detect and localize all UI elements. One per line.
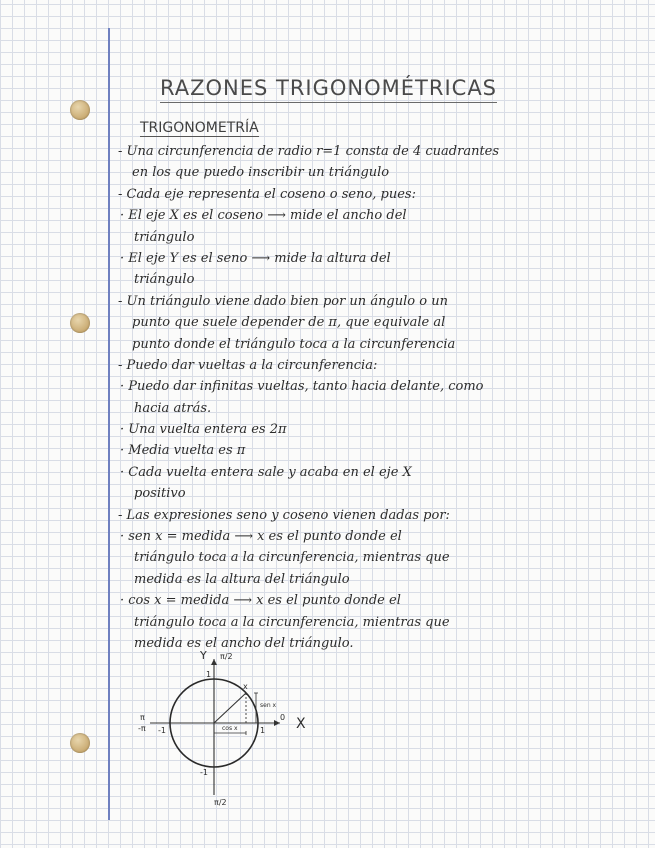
note-line: triángulo: [134, 272, 195, 288]
note-line: · cos x = medida ⟶ x es el punto donde el: [120, 593, 401, 609]
section-heading: TRIGONOMETRÍA: [140, 120, 259, 136]
note-line: punto donde el triángulo toca a la circunferencia: [132, 336, 456, 352]
y-axis-label: Y: [200, 649, 207, 662]
note-line: triángulo: [134, 229, 195, 245]
bottom-angle-label: π/2: [214, 798, 227, 807]
note-line: · Puedo dar infinitas vueltas, tanto hacia delante, como: [120, 379, 484, 395]
right-angle-label: 0: [280, 713, 286, 722]
note-line: - Un triángulo viene dado bien por un ángulo o un: [118, 293, 448, 309]
point-x-label: x: [243, 682, 248, 691]
note-line: - Una circunferencia de radio r=1 consta de 4 cuadrantes: [118, 144, 500, 159]
note-line: - Puedo dar vueltas a la circunferencia:: [118, 357, 378, 373]
tick-label-one-right: 1: [260, 726, 266, 735]
x-axis-label: X: [296, 716, 306, 732]
tick-label-minus-one-left: -1: [158, 726, 166, 735]
note-line: punto que suele depender de π, que equivale al: [132, 315, 446, 331]
binder-hole: [70, 313, 90, 333]
y-axis-arrow: [211, 659, 217, 665]
handwritten-notes: [112, 141, 592, 654]
unit-circle-diagram: [130, 645, 310, 813]
top-angle-label: π/2: [220, 652, 233, 661]
left-angle-label-pi: π: [140, 713, 145, 722]
radius-line: [214, 693, 246, 723]
note-line: · Cada vuelta entera sale y acaba en el eje X: [120, 464, 412, 480]
note-line: - Cada eje representa el coseno o seno, pues:: [118, 186, 416, 202]
left-angle-label-minus-pi: -π: [138, 724, 146, 733]
tick-label-one-top: 1: [206, 670, 212, 679]
note-line: medida es el ancho del triángulo.: [134, 635, 354, 651]
binder-hole: [70, 733, 90, 753]
margin-line: [108, 28, 110, 820]
note-line: · El eje X es el coseno ⟶ mide el ancho del: [120, 208, 407, 224]
note-line: medida es la altura del triángulo: [134, 571, 350, 587]
tick-label-minus-one-bottom: -1: [200, 768, 208, 777]
note-line: triángulo toca a la circunferencia, mientras que: [134, 550, 450, 566]
sine-label: sen x: [260, 702, 277, 709]
note-line: · Una vuelta entera es 2π: [120, 422, 287, 438]
note-line: hacia atrás.: [134, 400, 212, 416]
note-line: · Media vuelta es π: [120, 443, 246, 459]
note-line: · El eje Y es el seno ⟶ mide la altura del: [120, 250, 391, 266]
note-line: triángulo toca a la circunferencia, mientras que: [134, 614, 450, 630]
note-line: · sen x = medida ⟶ x es el punto donde el: [120, 529, 402, 545]
note-line: positivo: [134, 486, 186, 502]
note-line: - Las expresiones seno y coseno vienen dadas por:: [118, 507, 450, 523]
cosine-label: cos x: [222, 725, 238, 732]
page-title: RAZONES TRIGONOMÉTRICAS: [160, 76, 497, 100]
note-line: en los que puedo inscribir un triángulo: [132, 165, 390, 181]
binder-hole: [70, 100, 90, 120]
